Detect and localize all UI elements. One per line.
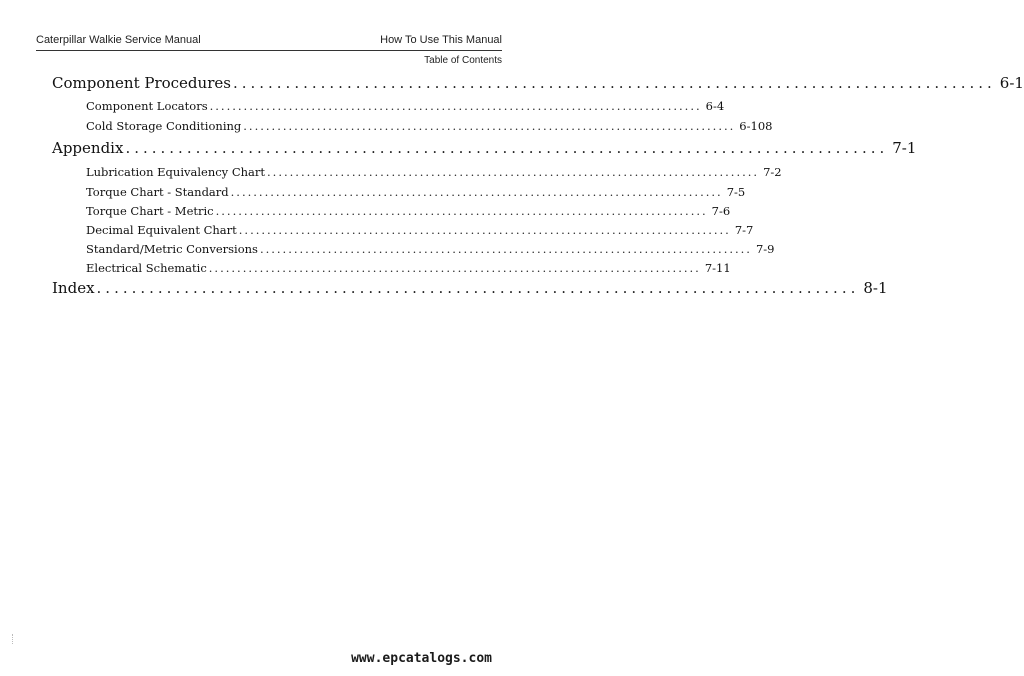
- toc-entry-label: Standard/Metric Conversions: [86, 242, 258, 256]
- dot-leader: .......................................................................................: [215, 204, 708, 218]
- toc-entry[interactable]: [52, 74, 1024, 92]
- toc-entry-page: 6-4: [705, 99, 725, 113]
- toc-entry[interactable]: [86, 204, 731, 218]
- dot-leader: .......................................................................................: [96, 279, 860, 297]
- scan-mark: [12, 634, 16, 644]
- dot-leader: .......................................................................................: [238, 223, 731, 237]
- dot-leader: .......................................................................................: [267, 165, 760, 179]
- toc-entry-page: 7-7: [734, 223, 754, 237]
- toc-entry-label: Torque Chart - Metric: [86, 204, 214, 218]
- toc-entry-label: Cold Storage Conditioning: [86, 119, 242, 133]
- dot-leader: .......................................................................................: [208, 261, 701, 275]
- toc-entry[interactable]: [86, 261, 731, 275]
- toc-entry-page: 7-6: [711, 204, 731, 218]
- dot-leader: .......................................................................................: [259, 242, 752, 256]
- toc-entry[interactable]: [86, 165, 782, 179]
- dot-leader: .......................................................................................: [232, 74, 996, 92]
- toc-entry[interactable]: [86, 242, 775, 256]
- toc-entry-page: 7-5: [726, 185, 746, 199]
- toc-entry-label: Electrical Schematic: [86, 261, 207, 275]
- dot-leader: .......................................................................................: [209, 99, 702, 113]
- toc-entry[interactable]: [86, 119, 773, 133]
- toc-entry[interactable]: [86, 185, 746, 199]
- toc-entry-label: Appendix: [52, 139, 124, 157]
- dot-leader: .......................................................................................: [125, 139, 889, 157]
- toc-entry-page: 6-108: [739, 119, 773, 133]
- toc-entry[interactable]: [52, 139, 917, 157]
- toc-entry-page: 8-1: [863, 279, 888, 297]
- toc-entry-label: Component Locators: [86, 99, 208, 113]
- toc-entry-page: 7-1: [892, 139, 917, 157]
- toc-entry[interactable]: [86, 223, 754, 237]
- toc-entry-label: Component Procedures: [52, 74, 231, 92]
- toc-entry-page: 6-1: [999, 74, 1024, 92]
- toc-entry-page: 7-2: [763, 165, 782, 179]
- dot-leader: .......................................................................................: [230, 185, 723, 199]
- toc-entry[interactable]: [86, 99, 725, 113]
- toc-entry-page: 7-9: [755, 242, 775, 256]
- toc-entry-label: Lubrication Equivalency Chart: [86, 165, 266, 179]
- toc-entry-label: Decimal Equivalent Chart: [86, 223, 237, 237]
- toc-entry-label: Index: [52, 279, 95, 297]
- toc-entry-page: 7-11: [704, 261, 731, 275]
- toc-entry-label: Torque Chart - Standard: [86, 185, 229, 199]
- section-label: Table of Contents: [424, 55, 502, 66]
- header-rule: [36, 50, 502, 51]
- chapter-title: How To Use This Manual: [380, 34, 502, 46]
- watermark-link[interactable]: www.epcatalogs.com: [351, 651, 492, 666]
- toc-entry[interactable]: [52, 279, 888, 297]
- running-header: [36, 34, 502, 46]
- manual-title: Caterpillar Walkie Service Manual: [36, 34, 201, 46]
- dot-leader: .......................................................................................: [243, 119, 736, 133]
